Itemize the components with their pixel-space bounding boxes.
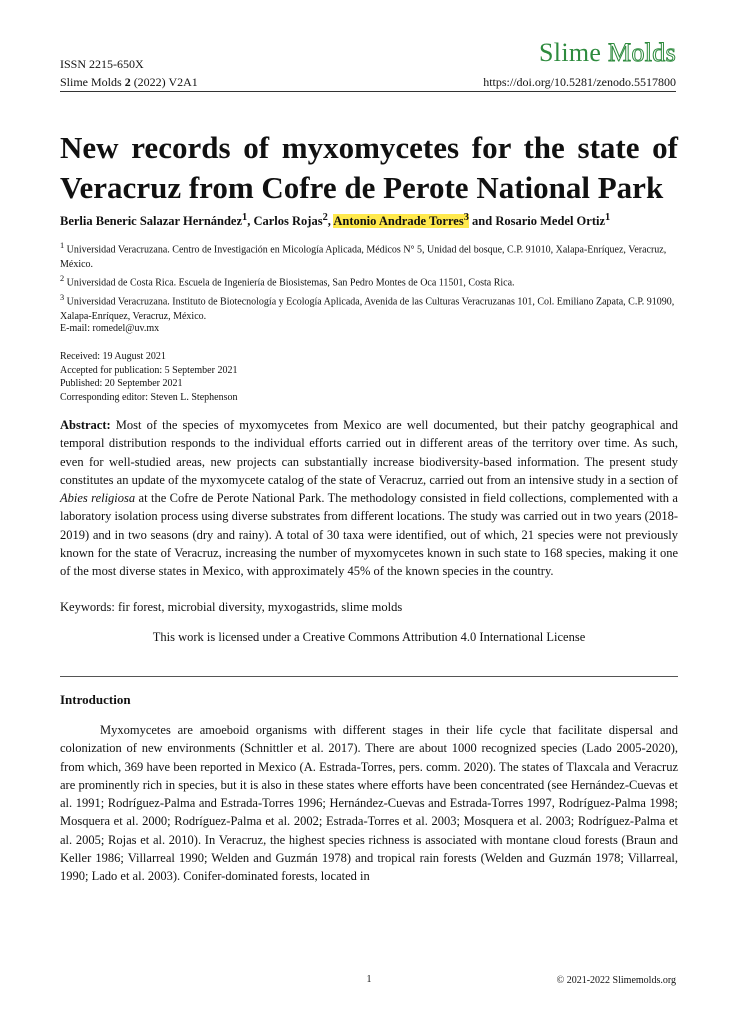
abstract-species-italic: Abies religiosa	[60, 491, 136, 506]
author-3-sup: 3	[463, 212, 469, 223]
affiliation-3	[60, 291, 680, 324]
logo-word-molds: Molds	[608, 38, 676, 67]
author-4-sup: 1	[605, 212, 611, 223]
date-received: Received: 19 August 2021	[60, 351, 166, 362]
journal-year-article: (2022) V2A1	[133, 75, 198, 89]
date-published: Published: 20 September 2021	[60, 378, 183, 389]
publication-dates	[60, 350, 237, 404]
affiliation-2-text: Universidad de Costa Rica. Escuela de Ingeniería de Biosistemas, San Pedro Montes de Oca 11501, Costa Rica.	[64, 277, 515, 289]
abstract-label: Abstract:	[60, 418, 111, 432]
author-3-highlighted	[333, 214, 469, 228]
affiliation-1-text: Universidad Veracruzana. Centro de Investigación en Micología Aplicada, Médicos N° 5, Unidad del bosque, C.P. 91010, Xalapa-Enríquez, Veracruz, México.	[60, 244, 667, 270]
corresponding-email[interactable]: E-mail: romedel@uv.mx	[60, 323, 160, 334]
header-rule	[60, 91, 676, 92]
introduction-heading: Introduction	[60, 692, 131, 707]
abstract-text-1: Most of the species of myxomycetes from Mexico are well documented, but their patchy geographical and temporal distribution responds to the individual efforts carried out in different areas of the territory over time. As such, even for well-studied areas, new projects can substantially increase biodiversity-based information. The present study constitutes an update of the myxomycete catalog of the state of Veracruz, carried out from an intensive study in a section of	[60, 418, 678, 487]
introduction-body	[60, 721, 678, 886]
author-2-sep: ,	[327, 214, 334, 229]
introduction-paragraph: Myxomycetes are amoeboid organisms with different stages in their life cycle that facilitate dispersal and colonization of new environments (Schnittler et al. 2017). There are about 1000 recognized species (Lado 2005-2020), from which, 369 have been reported in Mexico (A. Estrada-Torres, pers. comm. 2020). The states of Tlaxcala and Veracruz are prominently rich in species, but it is also in these states where efforts have been concentrated (see Hernández-Cuevas et al. 1991; Rodríguez-Palma and Estrada-Torres 1996; Hernández-Cuevas and Estrada-Torres 1997, Rodríguez-Palma 1998; Mosquera et al. 2000; Rodríguez-Palma et al. 2002; Estrada-Torres et al. 2003; Mosquera et al. 2003; Rodríguez-Palma et al. 2005; Rojas et al. 2010). In Veracruz, the highest species richness is associated with montane cloud forests (Braun and Keller 1986; Villarreal 1990; Welden and Guzmán 1978) and tropical rain forests (Welden and Guzmán 1978; Villarreal, 1990; Lado et al. 2003). Conifer-dominated forests, located in	[60, 723, 678, 884]
abstract-text-2: at the Cofre de Perote National Park. The methodology consisted in field collections, complemented with a laboratory isolation process using diverse substrates from different locations. The study was carried out in two years (2018-2019) and in two seasons (dry and rainy). A total of 30 taxa were identified, out of which, 21 species were not previously known for the state of Veracruz, increasing the number of myxomycetes known in such state to 168 species, making it one of the most diverse states in Mexico, with approximately 45% of the known species in the country.	[60, 491, 678, 579]
issn: ISSN 2215-650X	[60, 57, 144, 71]
section-divider	[60, 676, 678, 677]
license-statement[interactable]: This work is licensed under a Creative Commons Attribution 4.0 International License	[152, 630, 586, 644]
logo-word-slime: Slime	[539, 38, 602, 67]
author-1-sup: 1	[242, 212, 248, 223]
doi-link[interactable]: https://doi.org/10.5281/zenodo.5517800	[483, 75, 676, 89]
affiliation-3-text: Universidad Veracruzana. Instituto de Biotecnología y Ecología Aplicada, Avenida de las Culturas Veracruzanas 101, Col. Emiliano Zapata, C.P. 91090, Xalapa-Enríquez, Veracruz, México.	[60, 296, 675, 322]
author-4: Rosario Medel Ortiz	[495, 214, 605, 229]
affiliation-1	[60, 239, 680, 272]
journal-volume: 2	[124, 75, 131, 89]
affiliation-2-sup: 2	[60, 274, 65, 284]
author-1: Berlia Beneric Salazar Hernández	[60, 214, 243, 229]
copyright: © 2021-2022 Slimemolds.org	[556, 975, 676, 986]
journal-citation	[60, 75, 198, 90]
author-3: Antonio Andrade Torres	[333, 214, 464, 229]
affiliation-1-sup: 1	[60, 241, 65, 250]
article-title: New records of myxomycetes for the state of Veracruz from Cofre de Perote National Park	[60, 130, 678, 205]
author-1-sep: ,	[247, 214, 254, 229]
keywords: Keywords: fir forest, microbial diversity, myxogastrids, slime molds	[60, 600, 403, 614]
author-2: Carlos Rojas	[253, 214, 323, 229]
author-list	[60, 212, 610, 229]
page-number: 1	[366, 974, 372, 985]
date-accepted: Accepted for publication: 5 September 2021	[60, 364, 238, 376]
author-3-sep: and	[468, 214, 496, 229]
author-2-sup: 2	[322, 212, 328, 223]
abstract	[60, 416, 678, 581]
journal-name: Slime Molds	[60, 75, 122, 89]
affiliation-2	[60, 272, 680, 291]
corresponding-editor: Corresponding editor: Steven L. Stephenson	[60, 391, 238, 403]
journal-logo	[539, 38, 676, 68]
affiliations	[60, 239, 680, 324]
affiliation-3-sup: 3	[60, 293, 65, 303]
